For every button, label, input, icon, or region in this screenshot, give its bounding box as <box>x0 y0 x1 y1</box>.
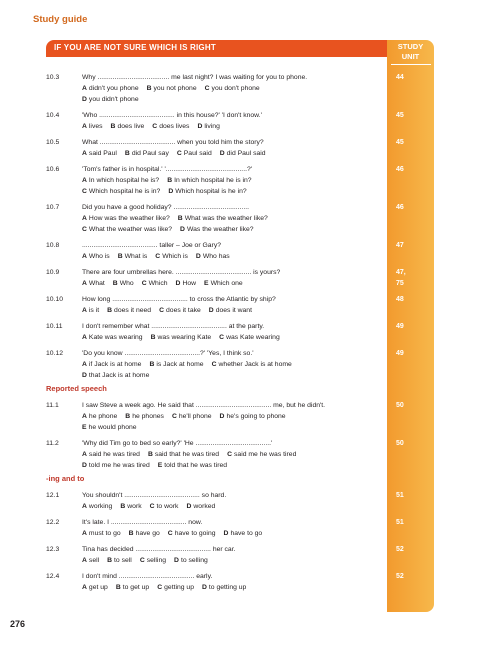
answer-option[interactable] <box>150 503 179 510</box>
answer-option[interactable] <box>227 451 296 458</box>
answer-option[interactable] <box>116 584 149 591</box>
option-letter: A <box>82 334 87 341</box>
option-letter: D <box>175 280 181 287</box>
answer-option[interactable] <box>212 361 292 368</box>
option-text: he phones <box>132 413 164 420</box>
options-row <box>82 213 382 224</box>
option-text: to getting up <box>208 584 247 591</box>
option-text: does lives <box>159 123 190 130</box>
option-text: working <box>88 503 113 510</box>
option-letter: B <box>147 451 153 458</box>
section-header-bar <box>46 40 387 57</box>
option-text: worked <box>193 503 216 510</box>
question-number: 10.3 <box>46 74 60 81</box>
question-body <box>82 438 382 471</box>
option-letter: B <box>124 150 130 157</box>
option-letter: D <box>208 307 214 314</box>
study-unit-number[interactable]: 47 <box>396 242 404 249</box>
option-letter: A <box>82 584 87 591</box>
option-text: said Paul <box>88 150 117 157</box>
answer-option[interactable] <box>82 372 149 379</box>
answer-option[interactable] <box>186 503 215 510</box>
option-letter: C <box>167 530 173 537</box>
option-letter: C <box>155 253 161 260</box>
answer-option[interactable] <box>224 530 263 537</box>
options-row <box>82 305 382 316</box>
option-text: How <box>182 280 197 287</box>
option-text: you not phone <box>153 85 197 92</box>
answer-option[interactable] <box>202 584 246 591</box>
option-text: said that he was tired <box>154 451 220 458</box>
answer-option[interactable] <box>82 85 139 92</box>
option-text: did Paul said <box>226 150 266 157</box>
answer-option[interactable] <box>204 280 243 287</box>
answer-option[interactable] <box>82 215 170 222</box>
option-letter: A <box>82 413 87 420</box>
option-text: does it want <box>215 307 252 314</box>
question-number: 12.2 <box>46 519 60 526</box>
option-letter: A <box>82 280 87 287</box>
question-number: 10.7 <box>46 204 60 211</box>
option-text: In which hospital he is? <box>88 177 160 184</box>
study-unit-number[interactable]: 45 <box>396 139 404 146</box>
option-letter: B <box>150 334 156 341</box>
option-letter: C <box>176 150 182 157</box>
answer-option[interactable] <box>82 503 112 510</box>
question-number: 10.4 <box>46 112 60 119</box>
study-unit-number[interactable]: 46 <box>396 166 404 173</box>
options-row <box>82 186 382 197</box>
options-row <box>82 251 382 262</box>
option-text: have to go <box>230 530 263 537</box>
option-text: to work <box>156 503 179 510</box>
section-title-ing-and-to: -ing and to <box>46 474 85 483</box>
option-letter: C <box>171 413 177 420</box>
question-number: 10.8 <box>46 242 60 249</box>
answer-option[interactable] <box>157 584 194 591</box>
answer-option[interactable] <box>82 253 110 260</box>
options-row <box>82 370 382 381</box>
answer-option[interactable] <box>107 307 151 314</box>
answer-option[interactable] <box>82 413 117 420</box>
option-letter: D <box>219 150 225 157</box>
option-letter: A <box>82 530 87 537</box>
option-text: How was the weather like? <box>88 215 170 222</box>
answer-option[interactable] <box>82 424 137 431</box>
question-body <box>82 321 382 343</box>
option-letter: C <box>139 557 145 564</box>
answer-option[interactable] <box>167 177 251 184</box>
option-letter: C <box>157 584 163 591</box>
option-letter: A <box>82 85 87 92</box>
option-letter: B <box>107 307 113 314</box>
option-letter: C <box>227 451 233 458</box>
options-row <box>82 528 382 539</box>
study-unit-number[interactable]: 49 <box>396 323 404 330</box>
option-text: What <box>88 280 105 287</box>
option-letter: D <box>197 123 203 130</box>
answer-option[interactable] <box>180 226 254 233</box>
unit-divider <box>391 64 431 65</box>
options-row <box>82 359 382 370</box>
question-body <box>82 294 382 316</box>
question-body <box>82 400 382 433</box>
answer-option[interactable] <box>118 253 148 260</box>
question-body <box>82 267 382 289</box>
option-text: does it take <box>166 307 201 314</box>
answer-option[interactable] <box>129 530 160 537</box>
option-letter: C <box>82 226 87 233</box>
question-text: 'Do you know ........................................?' 'Yes, I think so.' <box>82 350 254 357</box>
question-text: I don't remember what ........................................ at the party. <box>82 323 265 330</box>
option-text: if Jack is at home <box>88 361 142 368</box>
option-letter: B <box>120 503 126 510</box>
option-text: get up <box>88 584 108 591</box>
option-letter: B <box>112 280 118 287</box>
question-number: 12.4 <box>46 573 60 580</box>
answer-option[interactable] <box>82 584 108 591</box>
question-number: 10.12 <box>46 350 64 357</box>
options-row <box>82 449 382 460</box>
option-text: does live <box>117 123 145 130</box>
question-number: 10.11 <box>46 323 63 330</box>
options-row <box>82 175 382 186</box>
option-letter: C <box>149 503 155 510</box>
study-unit-number[interactable]: 52 <box>396 546 404 553</box>
option-text: said he was tired <box>88 451 140 458</box>
question-number: 12.1 <box>46 492 60 499</box>
option-letter: D <box>219 413 225 420</box>
section-header-title: IF YOU ARE NOT SURE WHICH IS RIGHT <box>54 43 216 52</box>
answer-option[interactable] <box>196 253 230 260</box>
question-body <box>82 240 382 262</box>
option-letter: E <box>82 424 87 431</box>
option-text: you don't phone <box>211 85 260 92</box>
option-letter: B <box>177 215 183 222</box>
question-text: How long ........................................ to cross the Atlantic by ship? <box>82 296 276 303</box>
options-row <box>82 411 382 422</box>
answer-option[interactable] <box>125 150 169 157</box>
question-body <box>82 544 382 566</box>
option-letter: B <box>167 177 173 184</box>
option-letter: B <box>146 85 152 92</box>
option-letter: D <box>168 188 174 195</box>
option-letter: C <box>211 361 217 368</box>
option-text: he phone <box>88 413 118 420</box>
option-letter: A <box>82 253 87 260</box>
option-text: Which is <box>162 253 188 260</box>
answer-option[interactable] <box>140 557 166 564</box>
answer-option[interactable] <box>82 307 99 314</box>
option-text: have go <box>135 530 160 537</box>
option-text: he would phone <box>88 424 137 431</box>
answer-option[interactable] <box>82 361 141 368</box>
answer-option[interactable] <box>147 85 197 92</box>
study-unit-number[interactable]: 46 <box>396 204 404 211</box>
options-row <box>82 121 382 132</box>
answer-option[interactable] <box>209 307 252 314</box>
option-letter: D <box>186 503 192 510</box>
question-text: 'Tom's father is in hospital.' '...........................................?' <box>82 166 253 173</box>
question-number: 10.10 <box>46 296 64 303</box>
study-unit-number[interactable]: 50 <box>396 440 404 447</box>
study-unit-heading <box>387 42 434 62</box>
option-text: was Kate wearing <box>226 334 280 341</box>
question-body <box>82 490 382 512</box>
option-letter: B <box>128 530 134 537</box>
answer-option[interactable] <box>151 334 212 341</box>
options-row <box>82 582 382 593</box>
answer-option[interactable] <box>111 123 145 130</box>
question-body <box>82 164 382 197</box>
question-body <box>82 571 382 593</box>
option-text: didn't you phone <box>88 85 139 92</box>
question-text: ........................................ taller – Joe or Gary? <box>82 242 222 249</box>
option-letter: D <box>223 530 229 537</box>
option-text: In which hospital he is in? <box>174 177 252 184</box>
option-text: have to going <box>174 530 216 537</box>
question-text: Did you have a good holiday? ........................................ <box>82 204 249 211</box>
option-text: selling <box>146 557 167 564</box>
options-row <box>82 460 382 471</box>
study-unit-number[interactable]: 49 <box>396 350 404 357</box>
study-unit-number[interactable]: 51 <box>396 519 404 526</box>
options-row <box>82 332 382 343</box>
answer-option[interactable] <box>113 280 134 287</box>
option-text: living <box>204 123 220 130</box>
answer-option[interactable] <box>82 123 103 130</box>
answer-option[interactable] <box>82 557 99 564</box>
option-text: is Jack at home <box>156 361 204 368</box>
answer-option[interactable] <box>220 150 266 157</box>
question-body <box>82 202 382 235</box>
option-text: Paul said <box>183 150 212 157</box>
option-text: told me he was tired <box>88 462 150 469</box>
question-text: You shouldn't ........................................ so hard. <box>82 492 227 499</box>
option-text: Which hospital he is in? <box>88 188 161 195</box>
study-unit-label-2: UNIT <box>401 52 420 61</box>
option-text: work <box>127 503 142 510</box>
answer-option[interactable] <box>142 280 168 287</box>
option-letter: A <box>82 123 87 130</box>
option-text: told that he was tired <box>164 462 228 469</box>
page-number: 276 <box>10 619 26 629</box>
option-letter: C <box>159 307 165 314</box>
option-text: he'll phone <box>178 413 212 420</box>
option-text: Was the weather like? <box>186 226 254 233</box>
answer-option[interactable] <box>125 413 164 420</box>
question-number: 10.9 <box>46 269 60 276</box>
study-unit-number[interactable]: 45 <box>396 112 404 119</box>
study-unit-number[interactable]: 48 <box>396 296 404 303</box>
answer-option[interactable] <box>82 530 121 537</box>
answer-option[interactable] <box>168 530 216 537</box>
question-body <box>82 137 382 159</box>
option-text: sell <box>88 557 100 564</box>
answer-option[interactable] <box>152 123 189 130</box>
options-row <box>82 278 382 289</box>
question-body <box>82 110 382 132</box>
answer-option[interactable] <box>177 150 212 157</box>
guide-title: Study guide <box>33 14 88 25</box>
options-row <box>82 224 382 235</box>
answer-option[interactable] <box>82 96 139 103</box>
option-letter: D <box>174 557 179 564</box>
option-letter: A <box>82 503 87 510</box>
answer-option[interactable] <box>82 451 140 458</box>
option-text: Who is <box>88 253 110 260</box>
option-letter: C <box>204 85 210 92</box>
options-row <box>82 83 382 94</box>
study-unit-number[interactable]: 44 <box>396 74 404 81</box>
answer-option[interactable] <box>107 557 132 564</box>
answer-option[interactable] <box>82 226 172 233</box>
option-letter: D <box>202 584 207 591</box>
option-text: to sell <box>114 557 132 564</box>
answer-option[interactable] <box>155 253 188 260</box>
option-letter: C <box>82 188 87 195</box>
answer-option[interactable] <box>82 462 150 469</box>
study-unit-label-1: STUDY <box>397 42 424 51</box>
options-row <box>82 148 382 159</box>
option-letter: A <box>82 150 87 157</box>
options-row <box>82 501 382 512</box>
option-letter: D <box>82 462 87 469</box>
option-text: Which one <box>210 280 243 287</box>
answer-option[interactable] <box>159 307 201 314</box>
question-text: Why ...................................... me last night? I was waiting for you to phone. <box>82 74 308 81</box>
study-unit-number[interactable]: 52 <box>396 573 404 580</box>
answer-option[interactable] <box>82 177 159 184</box>
question-body <box>82 72 382 105</box>
option-text: was wearing Kate <box>157 334 212 341</box>
question-body <box>82 348 382 381</box>
question-text: I don't mind ........................................ early. <box>82 573 213 580</box>
study-unit-number[interactable]: 50 <box>396 402 404 409</box>
option-text: Which hospital is he in? <box>175 188 247 195</box>
option-text: Kate was wearing <box>88 334 143 341</box>
options-row <box>82 555 382 566</box>
question-body <box>82 517 382 539</box>
option-text: to get up <box>122 584 150 591</box>
question-text: There are four umbrellas here. ........................................ is yours? <box>82 269 281 276</box>
option-letter: A <box>82 451 87 458</box>
option-letter: E <box>204 280 209 287</box>
option-text: whether Jack is at home <box>218 361 292 368</box>
answer-option[interactable] <box>149 361 203 368</box>
answer-option[interactable] <box>82 150 117 157</box>
options-row <box>82 422 382 433</box>
option-letter: D <box>195 253 201 260</box>
option-text: is it <box>88 307 100 314</box>
option-letter: A <box>82 307 87 314</box>
answer-option[interactable] <box>82 334 143 341</box>
option-text: did Paul say <box>131 150 169 157</box>
option-letter: B <box>125 413 131 420</box>
study-unit-number[interactable]: 51 <box>396 492 404 499</box>
option-text: does it need <box>114 307 152 314</box>
answer-option[interactable] <box>220 413 286 420</box>
option-text: to selling <box>180 557 208 564</box>
answer-option[interactable] <box>205 85 260 92</box>
option-text: What the weather was like? <box>88 226 173 233</box>
section-title-reported-speech: Reported speech <box>46 384 107 393</box>
question-text: I saw Steve a week ago. He said that ........................................ me, but he didn't. <box>82 402 326 409</box>
answer-option[interactable] <box>219 334 280 341</box>
option-text: getting up <box>164 584 194 591</box>
question-text: What ........................................ when you told him the story? <box>82 139 264 146</box>
option-text: said me he was tired <box>234 451 297 458</box>
question-text: 'Why did Tim go to bed so early?' 'He ........................................' <box>82 440 273 447</box>
option-letter: C <box>152 123 158 130</box>
answer-option[interactable] <box>172 413 212 420</box>
answer-option[interactable] <box>158 462 227 469</box>
answer-option[interactable] <box>148 451 219 458</box>
option-text: What is <box>124 253 148 260</box>
question-text: It's late. I ........................................ now. <box>82 519 203 526</box>
question-number: 11.2 <box>46 440 59 447</box>
option-text: you didn't phone <box>88 96 139 103</box>
option-text: Who <box>119 280 134 287</box>
options-row <box>82 94 382 105</box>
answer-option[interactable] <box>120 503 141 510</box>
option-text: lives <box>88 123 103 130</box>
question-text: Tina has decided ........................................ her car. <box>82 546 236 553</box>
option-text: What was the weather like? <box>184 215 268 222</box>
option-letter: A <box>82 557 87 564</box>
answer-option[interactable] <box>82 188 160 195</box>
option-letter: A <box>82 361 87 368</box>
study-unit-column <box>387 40 434 612</box>
question-number: 10.5 <box>46 139 60 146</box>
option-letter: C <box>141 280 147 287</box>
option-text: must to go <box>88 530 121 537</box>
option-letter: B <box>117 253 123 260</box>
option-letter: B <box>149 361 155 368</box>
option-letter: B <box>107 557 113 564</box>
question-number: 10.6 <box>46 166 60 173</box>
option-letter: D <box>82 372 87 379</box>
option-text: Who has <box>202 253 230 260</box>
option-letter: A <box>82 177 87 184</box>
answer-option[interactable] <box>178 215 268 222</box>
option-letter: A <box>82 215 87 222</box>
option-letter: C <box>219 334 225 341</box>
answer-option[interactable] <box>197 123 219 130</box>
question-number: 11.1 <box>46 402 59 409</box>
answer-option[interactable] <box>174 557 208 564</box>
question-text: 'Who ........................................ in this house?' 'I don't know.' <box>82 112 262 119</box>
answer-option[interactable] <box>82 280 105 287</box>
option-letter: D <box>180 226 185 233</box>
option-letter: B <box>115 584 121 591</box>
option-text: Which <box>148 280 168 287</box>
question-number: 12.3 <box>46 546 60 553</box>
option-letter: D <box>82 96 87 103</box>
option-letter: E <box>157 462 163 469</box>
option-text: that Jack is at home <box>88 372 150 379</box>
study-unit-number[interactable]: 47, 75 <box>396 269 406 287</box>
option-text: he's going to phone <box>226 413 286 420</box>
option-letter: B <box>110 123 116 130</box>
answer-option[interactable] <box>176 280 197 287</box>
answer-option[interactable] <box>168 188 246 195</box>
